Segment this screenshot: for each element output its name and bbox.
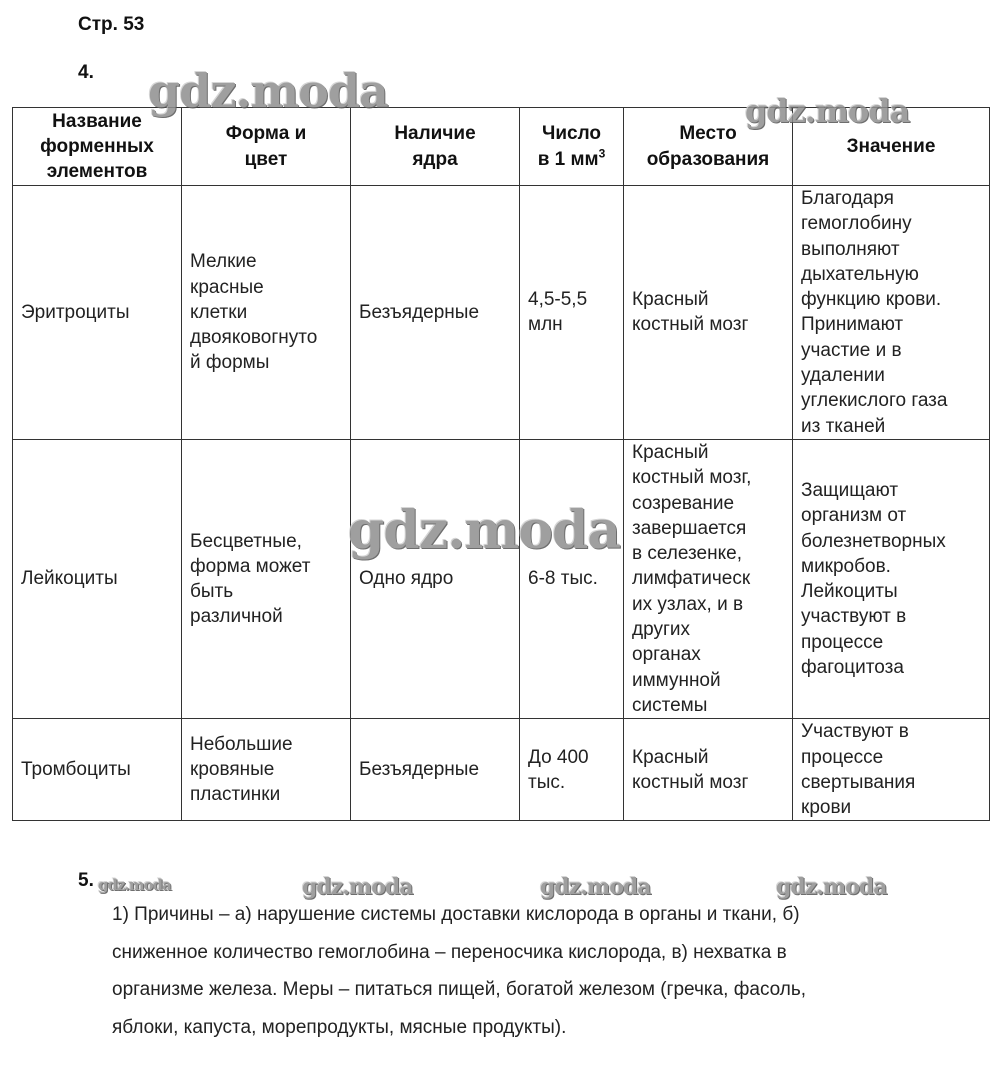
- superscript: 3: [598, 146, 606, 161]
- answer-line: сниженное количество гемоглобина – переносчика кислорода, в) нехватка в: [112, 941, 787, 963]
- cell-origin: Красный костный мозг: [624, 186, 793, 440]
- header-cell: Форма и цвет: [182, 108, 351, 186]
- cell-shape: Небольшие кровяные пластинки: [182, 719, 351, 821]
- table-row: [13, 719, 990, 821]
- cell-nucleus: Безъядерные: [351, 186, 520, 440]
- cell-count: 6-8 тыс.: [520, 439, 624, 718]
- header-cell: Наличие ядра: [351, 108, 520, 186]
- blood-cells-table: [12, 107, 990, 821]
- cell-shape: Бесцветные, форма может быть различной: [182, 439, 351, 718]
- cell-count: 4,5-5,5 млн: [520, 186, 624, 440]
- table-row: [13, 439, 990, 718]
- task-4-number: 4.: [78, 62, 94, 83]
- watermark: gdz.moda: [302, 874, 413, 900]
- cell-name: Эритроциты: [13, 186, 182, 440]
- watermark: gdz.moda: [776, 874, 887, 900]
- watermark: gdz.moda: [348, 500, 621, 561]
- cell-count: До 400 тыс.: [520, 719, 624, 821]
- table-row: [13, 186, 990, 440]
- cell-nucleus: Безъядерные: [351, 719, 520, 821]
- cell-nucleus: Одно ядро: [351, 439, 520, 718]
- cell-origin: Красный костный мозг: [624, 719, 793, 821]
- watermark: gdz.moda: [98, 876, 171, 894]
- header-cell: Название форменных элементов: [13, 108, 182, 186]
- answer-line: яблоки, капуста, морепродукты, мясные продукты).: [112, 1016, 567, 1038]
- cell-shape: Мелкие красные клетки двояковогнуто й формы: [182, 186, 351, 440]
- watermark: gdz.moda: [540, 874, 651, 900]
- cell-role: Защищают организм от болезнетворных микробов. Лейкоциты участвуют в процессе фагоцитоза: [793, 439, 990, 718]
- task-5-number: 5.: [78, 870, 94, 891]
- table-header-row: [13, 108, 990, 186]
- header-cell: Число в 1 $мм^3$: [520, 108, 624, 186]
- cell-origin: Красный костный мозг, созревание завершается в селезенке, лимфатическ их узлах, и в других органах иммунной системы: [624, 439, 793, 718]
- cell-role: Благодаря гемоглобину выполняют дыхательную функцию крови. Принимают участие и в удалении углекислого газа из тканей: [793, 186, 990, 440]
- cell-role: Участвуют в процессе свертывания крови: [793, 719, 990, 821]
- cell-name: Лейкоциты: [13, 439, 182, 718]
- header-cell: Место образования: [624, 108, 793, 186]
- answer-line: организме железа. Меры – питаться пищей, богатой железом (гречка, фасоль,: [112, 979, 807, 1000]
- task-5-answer: [112, 896, 952, 1046]
- cell-name: Тромбоциты: [13, 719, 182, 821]
- watermark: gdz.moda: [745, 92, 910, 130]
- header-cell: Значение: [793, 108, 990, 186]
- watermark: gdz.moda: [148, 64, 388, 118]
- answer-line: 1) Причины – а) нарушение системы доставки кислорода в органы и ткани, б): [112, 904, 800, 925]
- page-number: Стр. 53: [78, 14, 145, 35]
